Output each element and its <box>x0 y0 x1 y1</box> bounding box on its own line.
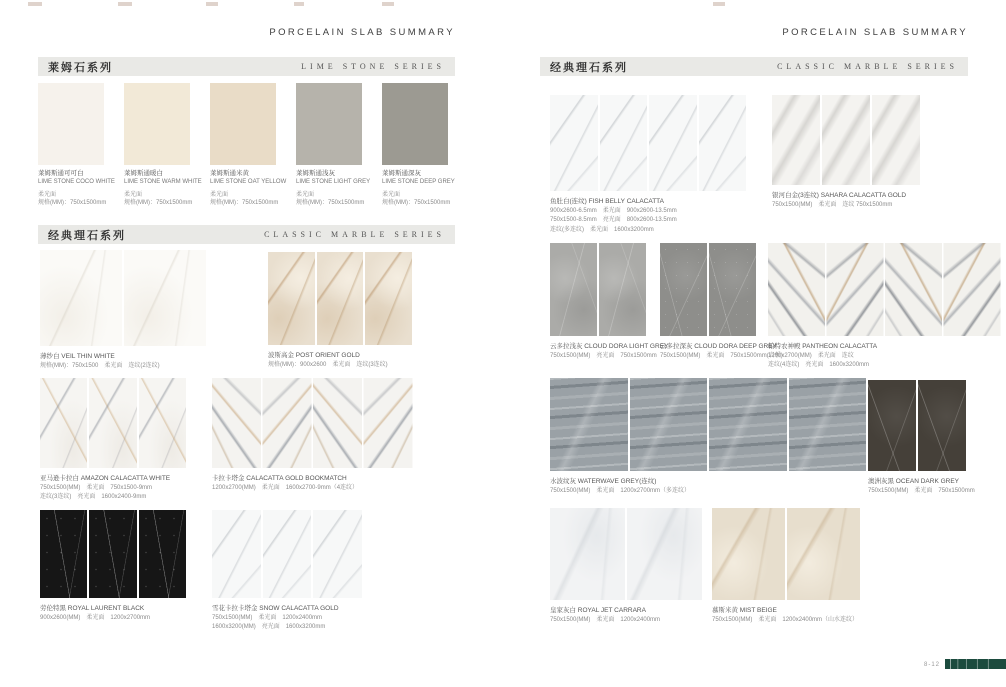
product-label: 帕特农神殿 PANTHEON CALACATTA 1200x2700(MM) 柔光面 连纹 连纹(4连纹) 亮光面 1600x3200mm <box>768 343 878 369</box>
product-label: 银河白金(3连纹) SAHARA CALACATTA GOLD 750x1500(MM) 柔光面 连纹 750x1500mm <box>772 192 907 209</box>
swatch-limestone-oat-yellow <box>210 83 276 165</box>
page-title: PORCELAIN SLAB SUMMARY <box>269 27 455 38</box>
slab-image <box>550 378 866 471</box>
crop-mark <box>118 2 132 6</box>
product-card-fish-belly-calacatta <box>550 95 746 235</box>
product-card-waterwave-grey <box>550 378 866 496</box>
product-card-ocean-dark-grey <box>868 380 975 496</box>
product-card-snow-calacatta-gold <box>212 510 362 633</box>
section-title-en: CLASSIC MARBLE SERIES <box>264 230 445 239</box>
crop-mark <box>382 2 394 6</box>
slab-image <box>40 510 186 598</box>
section-title-zh: 经典理石系列 <box>48 229 126 242</box>
product-card-post-orient-gold <box>268 252 412 370</box>
section-title-zh: 莱姆石系列 <box>48 61 113 74</box>
section-header-classic-marble <box>38 225 455 244</box>
section-title-en: LIME STONE SERIES <box>301 62 445 71</box>
product-label: 水波纹灰 WATERWAVE GREY(连纹) 750x1500(MM) 柔光面 1200x2700mm（多连纹） <box>550 478 691 495</box>
crop-mark <box>713 2 725 6</box>
swatch-limestone-warm-white <box>124 83 190 165</box>
slab-image <box>40 378 186 468</box>
product-card-royal-laurent-black <box>40 510 186 623</box>
slab-image <box>772 95 920 185</box>
product-label: 澳洲灰黑 OCEAN DARK GREY 750x1500(MM) 柔光面 750x1500mm <box>868 478 975 495</box>
product-card-cloud-dora-deep-grey <box>660 243 783 361</box>
swatch-label: 莱姆斯通深灰 LIME STONE DEEP GREY 柔光面 规格(MM)：750x1500mm <box>382 170 455 207</box>
section-header-limestone <box>38 57 455 76</box>
product-label: 鱼肚白(连纹) FISH BELLY CALACATTA 900x2600-6.5mm 柔光面 900x2600-13.5mm 750x1500-8.5mm 亮光面 800x2600-13.5mm 连纹(多连纹) 柔光面 1600x3200mm <box>550 198 677 233</box>
swatch-label: 莱姆斯通米黄 LIME STONE OAT YELLOW 柔光面 规格(MM)：750x1500mm <box>210 170 287 207</box>
catalog-page-right <box>503 0 1006 687</box>
section-header-classic-marble <box>540 57 968 76</box>
product-card-pantheon-calacatta <box>768 243 1000 371</box>
page-title: PORCELAIN SLAB SUMMARY <box>782 27 968 38</box>
product-card-calacatta-gold-bookmatch <box>212 378 412 493</box>
section-title-zh: 经典理石系列 <box>550 61 628 74</box>
product-label: 云多拉浅灰 CLOUD DORA LIGHT GREY 750x1500(MM) 亮光面 750x1500mm <box>550 343 669 360</box>
crop-mark <box>206 2 218 6</box>
product-label: 云多拉深灰 CLOUD DORA DEEP GREY 750x1500(MM) 柔光面 750x1500mm(岩板) <box>660 343 783 360</box>
product-card-amazon-calacatta-white <box>40 378 186 503</box>
product-card-royal-jet-carrara <box>550 508 702 625</box>
slab-image <box>550 508 702 600</box>
swatch-limestone-coco-white <box>38 83 104 165</box>
slab-image <box>550 243 646 336</box>
slab-image <box>660 243 756 336</box>
section-title-en: CLASSIC MARBLE SERIES <box>777 62 958 71</box>
slab-image <box>40 250 206 346</box>
product-card-veil-white <box>40 250 206 371</box>
product-card-sahara-calacatta-gold <box>772 95 920 210</box>
slab-image <box>268 252 412 345</box>
slab-image <box>712 508 860 600</box>
slab-image <box>212 378 412 468</box>
slab-image <box>868 380 966 471</box>
swatch-label: 莱姆斯通浅灰 LIME STONE LIGHT GREY 柔光面 规格(MM)：750x1500mm <box>296 170 371 207</box>
product-label: 皇家灰白 ROYAL JET CARRARA 750x1500(MM) 柔光面 1200x2400mm <box>550 607 661 624</box>
crop-mark <box>28 2 42 6</box>
slab-image <box>768 243 1000 336</box>
swatch-limestone-deep-grey <box>382 83 448 165</box>
product-label: 劳伦特黑 ROYAL LAURENT BLACK 900x2600(MM) 柔光面 1200x2700mm <box>40 605 151 622</box>
product-label: 薄纱白 VEIL THIN WHITE 规格(MM)：750x1500 柔光面 连纹(2连纹) <box>40 353 160 370</box>
slab-image <box>212 510 362 598</box>
page-number: 8-12 <box>923 662 940 668</box>
product-label: 卡拉卡塔金 CALACATTA GOLD BOOKMATCH 1200x2700(MM) 柔光面 1600x2700-9mm（4连纹） <box>212 475 359 492</box>
slab-image <box>550 95 746 191</box>
product-label: 亚马逊卡拉白 AMAZON CALACATTA WHITE 750x1500(MM) 柔光面 750x1500-9mm 连纹(3连纹) 亮光面 1600x2400-9mm <box>40 475 171 501</box>
product-label: 雪花卡拉卡塔金 SNOW CALACATTA GOLD 750x1500(MM) 柔光面 1200x2400mm 1600x3200(MM) 亮光面 1600x3200mm <box>212 605 339 631</box>
swatch-limestone-light-grey <box>296 83 362 165</box>
brand-badge <box>945 659 1006 669</box>
product-label: 慕斯米黄 MIST BEIGE 750x1500(MM) 柔光面 1200x2400mm（山水连纹） <box>712 607 859 624</box>
product-label: 波斯高金 POST ORIENT GOLD 规格(MM)：900x2600 柔光面 连纹(3连纹) <box>268 352 388 369</box>
swatch-label: 莱姆斯通可可白 LIME STONE COCO WHITE 柔光面 规格(MM)：750x1500mm <box>38 170 115 207</box>
crop-mark <box>294 2 304 6</box>
swatch-label: 莱姆斯通暖白 LIME STONE WARM WHITE 柔光面 规格(MM)：750x1500mm <box>124 170 202 207</box>
product-card-mist-beige <box>712 508 860 625</box>
product-card-cloud-dora-light-grey <box>550 243 669 361</box>
